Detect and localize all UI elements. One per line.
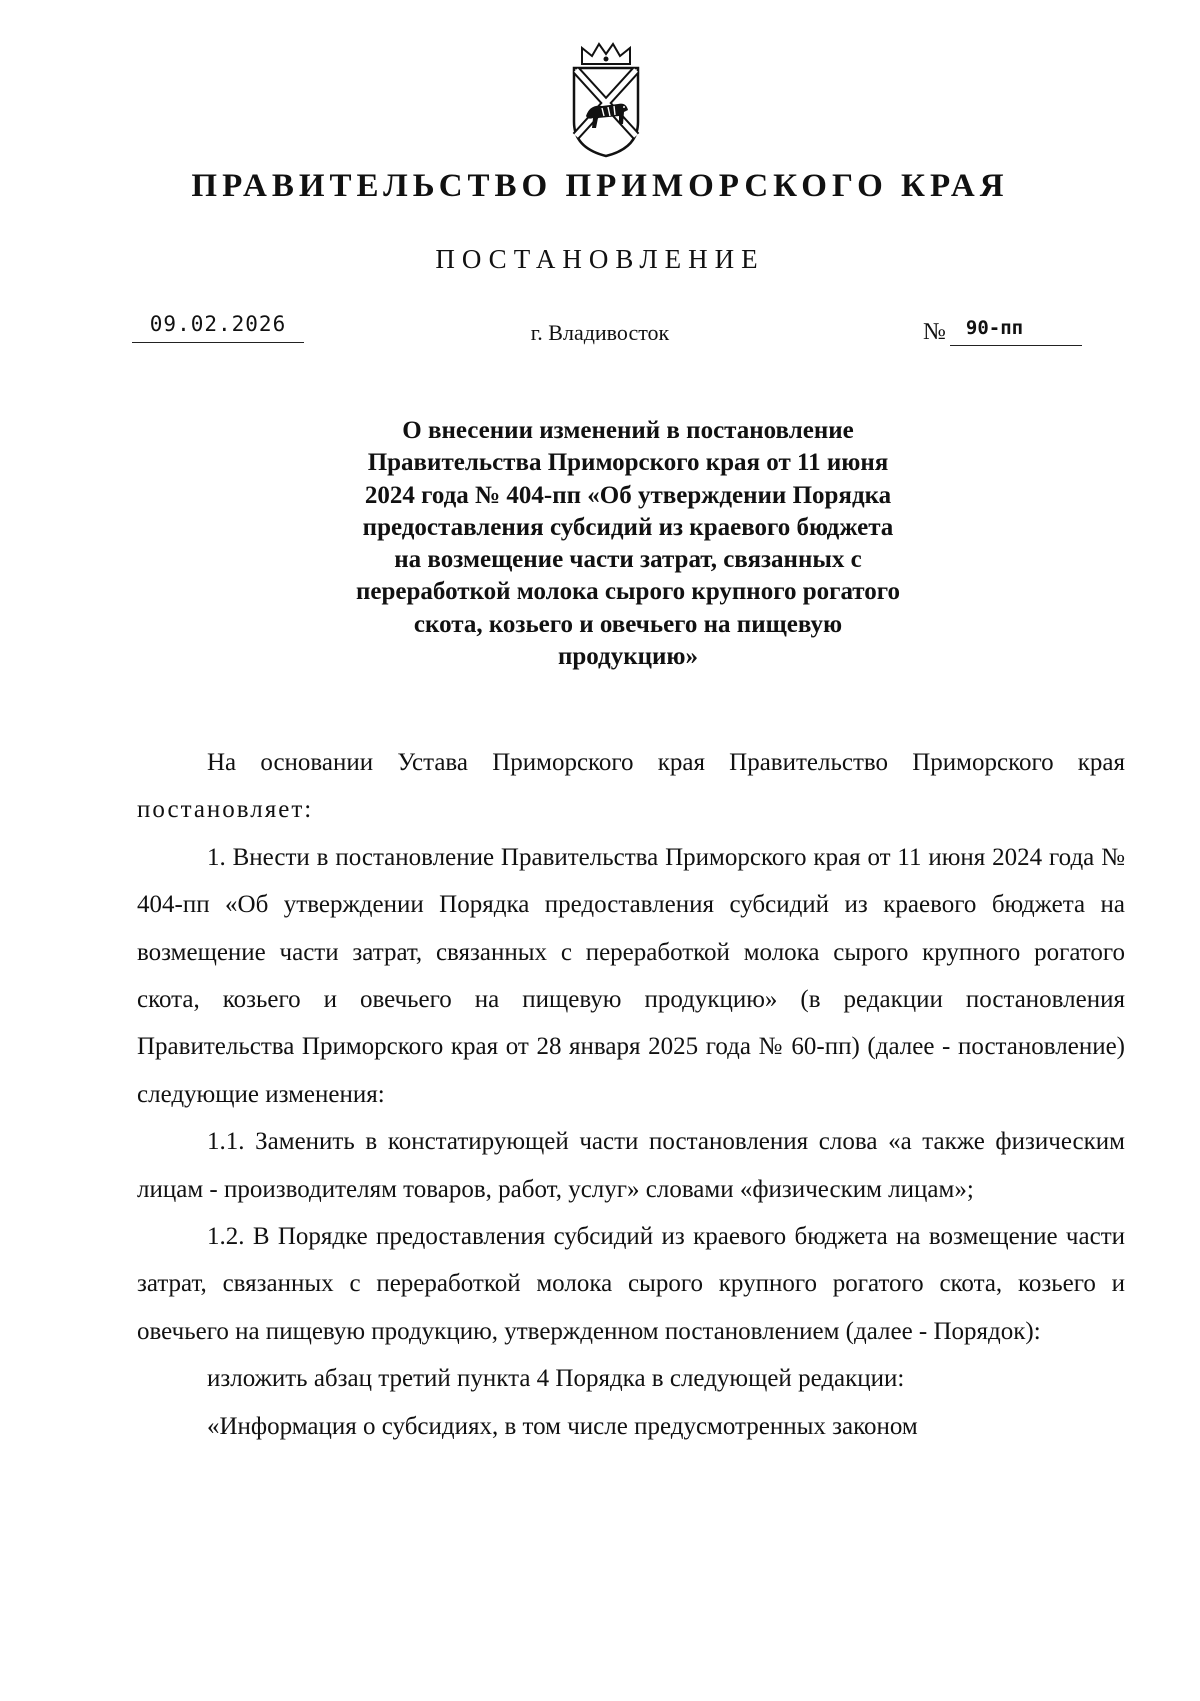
- organization-title: ПРАВИТЕЛЬСТВО ПРИМОРСКОГО КРАЯ: [191, 168, 1009, 204]
- subject-line: Правительства Приморского края от 11 июня: [367, 449, 889, 477]
- subject-line: 2024 года № 404-пп «Об утверждении Порядка: [364, 481, 892, 509]
- paragraph-1: 1. Внести в постановление Правительства Приморского края от 11 июня 2024 года № 404-пп «Об утверждении Порядка предоставления субсидий из краевого бюджета на возмещение части затрат, связанных с переработкой молока сырого крупного рогатого скота, козьего и овечьего на пищевую продукцию» (в редакции постановления Правительства Приморского края от 28 января 2025 года № 60-пп) (далее - постановление) следующие изменения:: [137, 843, 1125, 1108]
- document-city: г. Владивосток: [530, 320, 670, 345]
- paragraph-1-1: 1.1. Заменить в констатирующей части постановления слова «а также физическим лицам - производителям товаров, работ, услуг» словами «физическим лицам»;: [137, 1128, 1125, 1203]
- subject-line: скота, козьего и овечьего на пищевую: [413, 610, 843, 638]
- subject-line: переработкой молока сырого крупного рогатого: [356, 578, 900, 606]
- paragraph-quote: «Информация о субсидиях, в том числе предусмотренных законом: [207, 1412, 918, 1440]
- document-body: [137, 739, 1125, 1450]
- document-subject: [278, 415, 978, 673]
- preamble-paragraph: [137, 739, 1125, 834]
- number-sign: №: [923, 319, 946, 345]
- subject-line: предоставления субсидий из краевого бюджета: [362, 513, 894, 541]
- paragraph-amendment: изложить абзац третий пункта 4 Порядка в следующей редакции:: [207, 1365, 905, 1393]
- document-number: 90-пп: [950, 317, 1082, 346]
- subject-line: на возмещение части затрат, связанных с: [394, 546, 862, 574]
- preamble-spaced-text: постановляет:: [137, 796, 314, 824]
- coat-of-arms-icon: [568, 40, 644, 160]
- subject-line: О внесении изменений в постановление: [402, 417, 854, 444]
- document-date: 09.02.2026: [132, 312, 304, 343]
- subject-line: продукцию»: [557, 643, 699, 671]
- paragraph-1-2: 1.2. В Порядке предоставления субсидий из краевого бюджета на возмещение части затрат, связанных с переработкой молока сырого крупного рогатого скота, козьего и овечьего на пищевую продукцию, утвержденном постановлением (далее - Порядок):: [137, 1223, 1125, 1345]
- document-number-field: [923, 314, 1082, 346]
- preamble-text: На основании Устава Приморского края Правительство Приморского края: [207, 749, 1125, 776]
- document-type-title: ПОСТАНОВЛЕНИЕ: [435, 244, 765, 274]
